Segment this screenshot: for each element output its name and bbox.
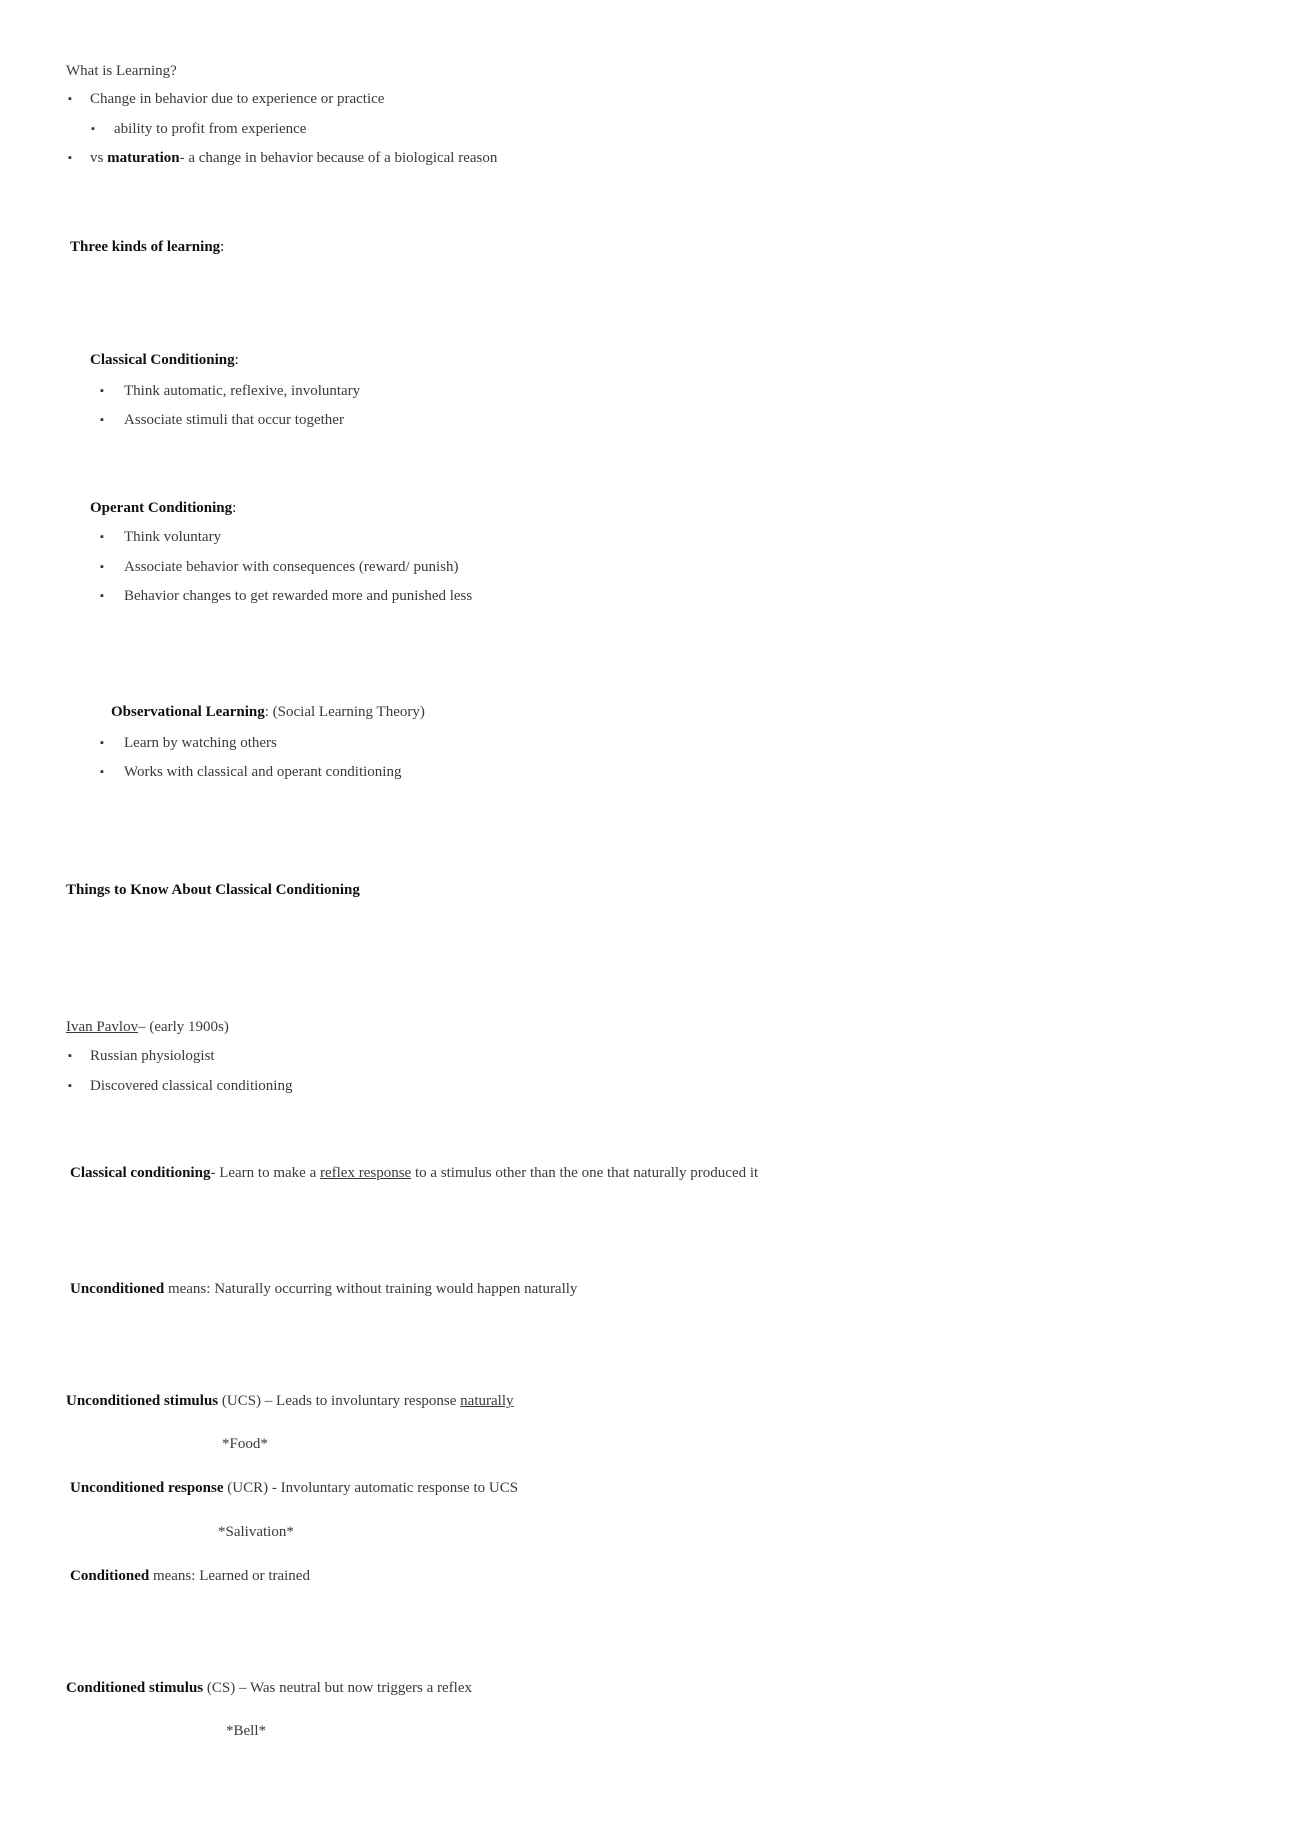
- heading-text: Classical Conditioning: [90, 352, 235, 368]
- term: Conditioned: [70, 1568, 150, 1584]
- term: Conditioned stimulus: [66, 1680, 204, 1696]
- definition-ucs: [66, 1392, 514, 1410]
- heading-colon: :: [220, 239, 225, 255]
- term: Unconditioned: [70, 1281, 165, 1297]
- list-item: Think voluntary: [124, 529, 222, 545]
- list-item: Learn by watching others: [124, 735, 277, 751]
- heading-colon: :: [232, 500, 237, 516]
- term: Unconditioned stimulus: [66, 1393, 219, 1409]
- heading-rest: : (Social Learning Theory): [264, 704, 425, 720]
- bullet-icon: ▪: [100, 385, 104, 397]
- bullet-icon: ▪: [91, 123, 95, 135]
- definition-unconditioned: [70, 1280, 577, 1298]
- section-heading-three-kinds: [70, 238, 224, 256]
- definition-ucr: [70, 1479, 518, 1497]
- bullet-icon: ▪: [100, 561, 104, 573]
- definition-text: to a stimulus other than the one that naturally produced it: [411, 1165, 759, 1181]
- term: Unconditioned response: [70, 1480, 224, 1496]
- bullet-icon: ▪: [100, 766, 104, 778]
- pavlov-era: – (early 1900s): [138, 1019, 229, 1035]
- bullet-icon: ▪: [68, 1050, 72, 1062]
- subheading-classical-conditioning: [90, 351, 239, 369]
- bullet-icon: ▪: [100, 414, 104, 426]
- list-item: Change in behavior due to experience or practice: [90, 91, 385, 107]
- definition-text: means: Naturally occurring without training would happen naturally: [164, 1281, 578, 1297]
- example-bell: *Bell*: [226, 1723, 266, 1739]
- bullet-icon: ▪: [68, 93, 72, 105]
- definition-text: means: Learned or trained: [149, 1568, 310, 1584]
- list-item: Think automatic, reflexive, involuntary: [124, 383, 361, 399]
- heading-text: Operant Conditioning: [90, 500, 233, 516]
- underlined-phrase: reflex response: [319, 1165, 412, 1181]
- definition-text: (UCR) - Involuntary automatic response to UCS: [223, 1480, 519, 1496]
- pavlov-name: Ivan Pavlov: [66, 1019, 139, 1035]
- text-prefix: vs: [90, 150, 108, 166]
- heading-text: Three kinds of learning: [70, 239, 221, 255]
- list-item: Russian physiologist: [90, 1048, 215, 1064]
- subheading-observational-learning: [111, 703, 425, 721]
- list-item: Discovered classical conditioning: [90, 1078, 293, 1094]
- list-item: [90, 149, 497, 167]
- definition-conditioned: [70, 1567, 310, 1585]
- pavlov-line: [66, 1018, 229, 1036]
- definition-text: (CS) – Was neutral but now triggers a reflex: [203, 1680, 472, 1696]
- section-heading-things-to-know: Things to Know About Classical Conditioning: [66, 882, 360, 898]
- bullet-icon: ▪: [100, 531, 104, 543]
- bullet-icon: ▪: [68, 1080, 72, 1092]
- list-item: Behavior changes to get rewarded more and punished less: [124, 588, 473, 604]
- list-item: Associate behavior with consequences (reward/ punish): [124, 559, 459, 575]
- definition-text: (UCS) – Leads to involuntary response: [218, 1393, 461, 1409]
- definition-text: - Learn to make a: [210, 1165, 320, 1181]
- definition-text: - a change in behavior because of a biological reason: [179, 150, 498, 166]
- example-salivation: *Salivation*: [218, 1524, 294, 1540]
- term: Classical conditioning: [70, 1165, 211, 1181]
- bullet-icon: ▪: [100, 590, 104, 602]
- definition-cs: [66, 1679, 472, 1697]
- list-item: Associate stimuli that occur together: [124, 412, 344, 428]
- heading-colon: :: [234, 352, 239, 368]
- heading-text: Observational Learning: [111, 704, 265, 720]
- list-item: Works with classical and operant conditioning: [124, 764, 402, 780]
- underlined-phrase: naturally: [460, 1393, 514, 1409]
- bullet-icon: ▪: [100, 737, 104, 749]
- bullet-icon: ▪: [68, 152, 72, 164]
- subheading-operant-conditioning: [90, 499, 236, 517]
- list-item: ability to profit from experience: [114, 121, 307, 137]
- definition-classical-conditioning: [70, 1164, 758, 1182]
- term-maturation: maturation: [107, 150, 180, 166]
- example-food: *Food*: [222, 1436, 268, 1452]
- section-title-what-is-learning: What is Learning?: [66, 63, 177, 79]
